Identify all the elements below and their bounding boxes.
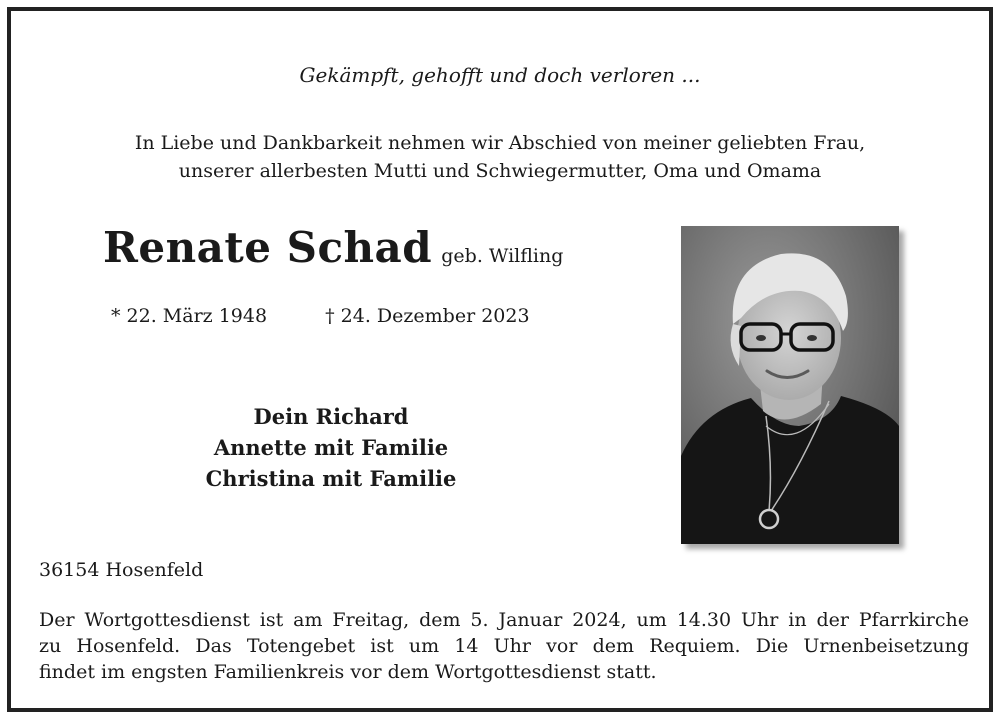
deceased-name: Renate Schad — [103, 223, 433, 272]
family-signatures — [161, 401, 501, 494]
service-line: Der Wortgottesdienst ist am Freitag, dem 5. Januar 2024, um 14.30 Uhr in der Pfarrkirche — [39, 609, 969, 631]
intro-line: unserer allerbesten Mutti und Schwiegermutter, Oma und Omama — [178, 160, 822, 182]
intro-line: In Liebe und Dankbarkeit nehmen wir Abschied von meiner geliebten Frau, — [134, 132, 866, 154]
family-member: Dein Richard — [253, 404, 409, 429]
portrait-image — [681, 226, 899, 544]
family-member: Annette mit Familie — [213, 435, 449, 460]
family-member: Christina mit Familie — [205, 466, 457, 491]
obituary-frame — [7, 7, 993, 712]
service-line: findet im engsten Familienkreis vor dem Wortgottesdienst statt. — [39, 661, 657, 683]
birth-name: geb. Wilfling — [441, 245, 564, 267]
intro-text — [11, 129, 989, 185]
service-line: zu Hosenfeld. Das Totengebet ist um 14 Uhr vor dem Requiem. Die Urnenbeisetzung — [39, 635, 969, 657]
birth-date: * 22. März 1948 — [111, 305, 268, 327]
motto: Gekämpft, gehofft und doch verloren ... — [299, 63, 701, 87]
death-date: † 24. Dezember 2023 — [325, 305, 530, 327]
service-info — [39, 607, 969, 685]
portrait-photo — [681, 226, 899, 544]
deceased-name-line — [103, 223, 563, 272]
life-dates — [111, 305, 530, 327]
town: 36154 Hosenfeld — [39, 559, 204, 581]
